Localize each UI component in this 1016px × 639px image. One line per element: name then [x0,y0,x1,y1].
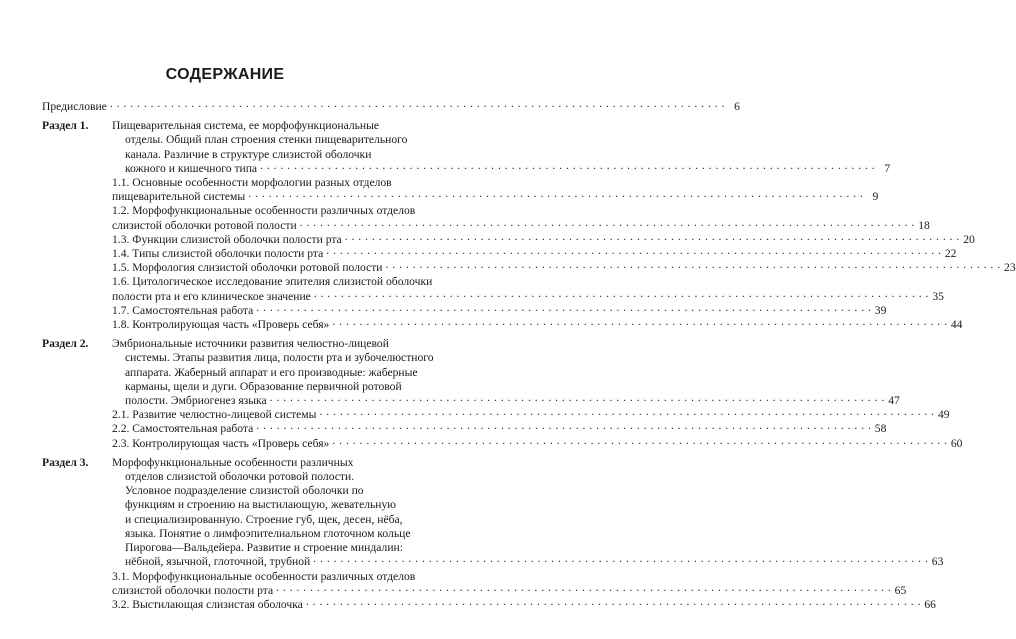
toc-line-text: отделы. Общий план строения стенки пищеварительного [125,133,408,147]
toc-line [112,133,890,147]
toc-line-text: отделов слизистой оболочки ротовой полости. [125,470,355,484]
page-number: 65 [894,583,907,597]
toc-line-text: Пирогова—Вальдейера. Развитие и строение миндалин: [125,541,403,555]
toc-line-text: языка. Понятие о лимфоэпителиальном глоточном кольце [125,526,411,540]
page-number: 44 [950,318,963,332]
table-of-contents [42,100,1016,612]
toc-line-text: 3.1. Морфофункциональные особенности различных отделов [112,569,416,583]
toc-line-text: 1.1. Основные особенности морфологии разных отделов [112,176,392,190]
toc-line-text: пищеварительной системы [112,190,246,204]
leader-dots [332,434,947,448]
toc-line [112,436,963,451]
toc-line-text: канала. Различие в структуре слизистой оболочки [125,147,372,161]
toc-line [112,318,963,332]
toc-subsection [112,436,963,451]
toc-line-text: 1.6. Цитологическое исследование эпителия слизистой оболочки [112,275,433,289]
toc-line-text: Эмбриональные источники развития челюстно-лицевой [112,337,389,351]
section-label: Раздел 1. [42,119,89,133]
toc-line-text: 1.7. Самостоятельная работа [112,303,254,317]
toc-subsection [112,597,936,612]
toc-section [42,337,900,408]
toc-line-text: полости. Эмбриогенез языка [125,394,267,408]
leader-dots [332,315,947,329]
toc-subsection [112,275,944,303]
leader-dots [248,187,863,201]
toc-line-text: Предисловие [42,100,107,113]
leader-dots [319,405,934,419]
toc-line [112,527,943,541]
toc-line [112,337,900,351]
section-body [112,119,890,176]
toc-line [112,190,879,204]
section-label: Раздел 3. [42,455,89,469]
toc-line-text: слизистой оболочки полости рта [112,583,274,597]
toc-line-text: Пищеварительная система, ее морфофункциональные [112,119,380,133]
toc-line-text: 1.8. Контролирующая часть «Проверь себя» [112,318,330,332]
toc-line-text: карманы, щели и дуги. Образование первичной ротовой [125,379,402,393]
section-label: Раздел 2. [42,337,89,351]
toc-line-text: полости рта и его клиническое значение [112,289,311,303]
page-title: СОДЕРЖАНИЕ [165,66,285,83]
toc-line [42,100,740,114]
leader-dots [270,391,885,405]
leader-dots [345,230,960,244]
toc-line-text: 1.2. Морфофункциональные особенности различных отделов [112,204,416,218]
toc-line [112,351,900,365]
toc-line-text: слизистой оболочки ротовой полости [112,218,297,232]
toc-line [112,597,936,612]
toc-line-text: системы. Этапы развития лица, полости рта и зубочелюстного [125,351,434,365]
toc-line [112,119,890,133]
toc-line [112,498,943,512]
toc-section [42,119,891,176]
toc-line-text: кожного и кишечного типа [125,161,258,175]
page-number: 6 [734,100,740,113]
leader-dots [260,159,875,173]
toc-line-text: нёбной, язычной, глоточной, трубной [125,555,311,569]
toc-line [112,470,943,484]
toc-line-text: функциям и строению на выстилающую, жевательную [125,498,396,512]
toc-subsection [112,204,930,232]
page-number: 22 [944,247,957,261]
page-number: 20 [963,232,975,246]
toc-line [112,484,943,498]
toc-line [112,366,900,380]
toc-line [112,456,943,470]
leader-dots [300,216,915,230]
toc-line-text: 2.1. Развитие челюстно-лицевой системы [112,408,317,422]
toc-subsection [112,176,879,204]
page-number: 35 [932,289,944,303]
toc-subsection [112,261,1016,275]
toc-line-text: аппарата. Жаберный аппарат и его производные: жаберные [125,365,418,379]
toc-line [112,162,890,176]
page-number: 18 [918,218,930,232]
page-number: 7 [884,161,891,175]
page-number: 63 [931,555,944,569]
toc-line-text: и специализированную. Строение губ, щек, десен, нёба, [125,512,403,526]
toc-section [42,455,944,570]
toc-subsection [112,247,957,261]
toc-line-text: 2.3. Контролирующая часть «Проверь себя» [112,436,330,450]
page-number: 66 [924,597,936,611]
section-body [112,337,900,408]
leader-dots [306,595,921,609]
leader-dots [313,552,928,566]
section-body [112,456,943,570]
toc-line [112,513,943,527]
toc-line [112,555,943,569]
page-number: 49 [937,408,950,422]
toc-entry-preface [42,100,740,114]
leader-dots [256,419,871,433]
page-number: 58 [874,422,887,436]
page-number: 9 [872,190,879,204]
toc-line [112,247,957,261]
page-number: 60 [950,436,963,450]
toc-line-text: 3.2. Выстилающая слизистая оболочка [112,597,303,611]
toc-line [112,261,1016,275]
leader-dots [110,97,725,111]
toc-line-text: 1.4. Типы слизистой оболочки полости рта [112,247,324,261]
page-number: 39 [874,303,887,317]
toc-line-text: 1.5. Морфология слизистой оболочки ротовой полости [112,261,383,275]
leader-dots [314,287,929,301]
toc-subsection [112,569,907,598]
toc-line-text: Морфофункциональные особенности различных [112,455,354,469]
toc-line-text: 2.2. Самостоятельная работа [112,422,254,436]
toc-line-text: Условное подразделение слизистой оболочки по [125,484,364,498]
leader-dots [276,581,891,595]
leader-dots [256,301,871,315]
page-number: 47 [888,394,900,408]
toc-subsection [112,318,963,332]
toc-line-text: 1.3. Функции слизистой оболочки полости рта [112,232,342,246]
page-number: 23 [1004,261,1016,275]
leader-dots [385,258,1000,272]
leader-dots [326,244,941,258]
